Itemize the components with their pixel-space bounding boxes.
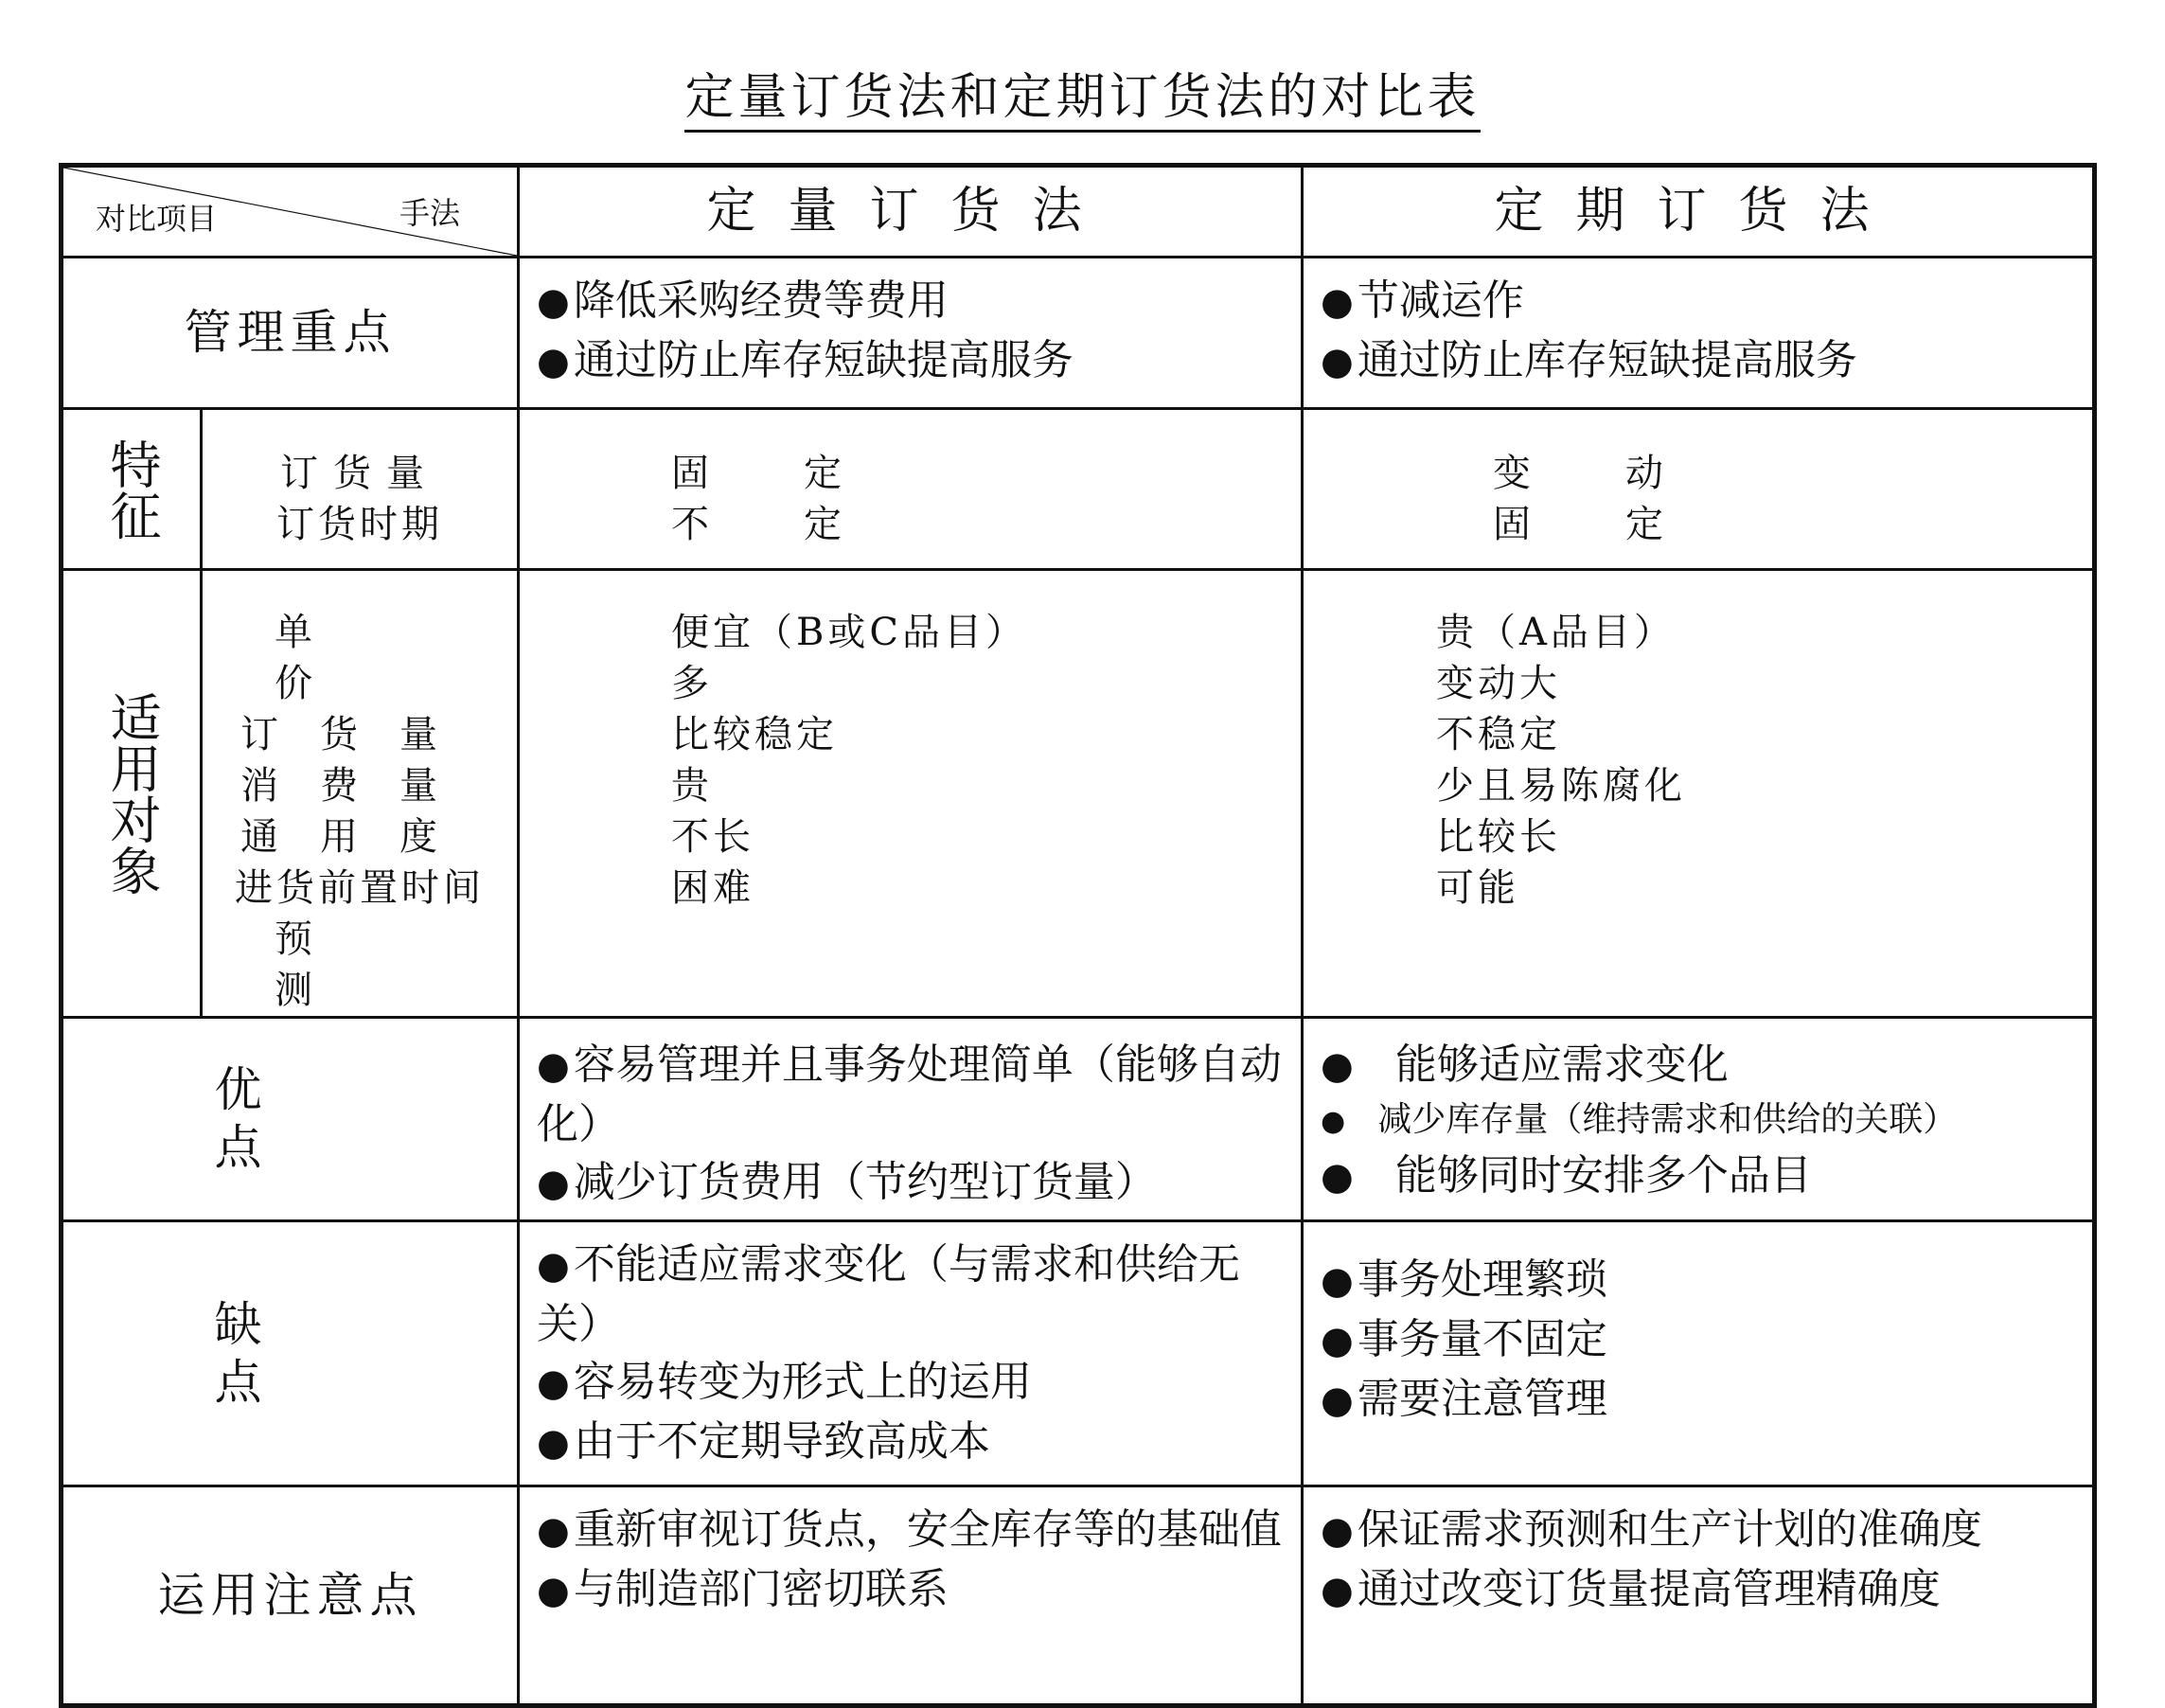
features-fixed-quantity xyxy=(519,409,1303,570)
bullet-icon: ● xyxy=(537,1162,570,1205)
list-item: ●需要注意管理 xyxy=(1321,1375,1607,1423)
page-title-text: 定量订货法和定期订货法的对比表 xyxy=(684,69,1480,133)
list-item: 贵 xyxy=(671,764,713,808)
disadvantages-fixed-period xyxy=(1303,1221,2095,1486)
bullet-icon: ● xyxy=(1321,340,1354,383)
bullet-icon: ● xyxy=(1321,280,1354,324)
row-focus xyxy=(62,258,2095,409)
list-item: ●由于不定期导致高成本 xyxy=(537,1417,990,1466)
list-item: 便宜（B或C品目） xyxy=(671,611,1027,654)
list-item: ●事务处理繁琐 xyxy=(1321,1255,1607,1304)
list-item: 订货量 xyxy=(280,452,439,495)
list-item: ● 减少库存量（维持需求和供给的关联） xyxy=(1321,1100,1958,1139)
applicable-fixed-period xyxy=(1303,570,2095,1018)
list-item: 困难 xyxy=(671,866,754,910)
applicable-items xyxy=(202,570,519,1018)
advantages-fixed-quantity xyxy=(519,1018,1303,1221)
list-item: 固 定 xyxy=(1493,503,1692,546)
page-title xyxy=(0,57,2165,128)
bullet-icon: ● xyxy=(1321,1319,1354,1362)
list-item: 少且易陈腐化 xyxy=(1436,764,1686,808)
list-item: 多 xyxy=(671,662,713,705)
bullet-icon: ● xyxy=(1321,1509,1354,1553)
list-item: ● 能够同时安排多个品目 xyxy=(1321,1151,1812,1200)
list-item: 不稳定 xyxy=(1436,713,1561,756)
features-label: 特征 xyxy=(102,437,162,541)
bullet-icon: ● xyxy=(537,1509,570,1553)
features-items xyxy=(202,409,519,570)
list-item: ●通过防止库存短缺提高服务 xyxy=(537,336,1074,384)
list-item: 订货时期 xyxy=(276,503,443,546)
row-head-disadvantages: 缺 点 xyxy=(62,1221,519,1486)
list-item: ●保证需求预测和生产计划的准确度 xyxy=(1321,1505,1982,1554)
list-item: 比较长 xyxy=(1436,815,1561,859)
list-item: 变 动 xyxy=(1493,452,1692,495)
list-item: 变动大 xyxy=(1436,662,1561,705)
list-item: 贵（A品目） xyxy=(1436,611,1676,654)
row-head-focus: 管理重点 xyxy=(62,258,519,409)
list-item: ●容易管理并且事务处理简单（能够自动化） xyxy=(537,1041,1282,1148)
bullet-icon: ● xyxy=(537,1044,570,1088)
list-item: 不长 xyxy=(671,815,754,859)
bullet-icon: ● xyxy=(1321,1044,1392,1088)
list-item: ●不能适应需求变化（与需求和供给无关） xyxy=(537,1240,1240,1348)
list-item: 不 定 xyxy=(671,503,870,546)
bullet-icon: ● xyxy=(537,1361,570,1405)
applicable-fixed-quantity xyxy=(519,570,1303,1018)
list-item: ●通过改变订货量提高管理精确度 xyxy=(1321,1565,1941,1613)
bullet-icon: ● xyxy=(537,340,570,383)
bullet-icon: ● xyxy=(1321,1105,1375,1138)
list-item: ●与制造部门密切联系 xyxy=(537,1565,949,1613)
row-head-applicable xyxy=(62,570,202,1018)
bullet-icon: ● xyxy=(537,1569,570,1612)
col-head-fixed-quantity: 定量订货法 xyxy=(519,166,1303,258)
focus-fixed-period xyxy=(1303,258,2095,409)
row-disadvantages xyxy=(62,1221,2095,1486)
list-item: ●减少订货费用（节约型订货量） xyxy=(537,1158,1157,1206)
list-item: 进货前置时间 xyxy=(235,866,485,910)
corner-cell xyxy=(62,166,519,258)
bullet-icon: ● xyxy=(1321,1155,1392,1199)
corner-method-label: 手法 xyxy=(399,195,460,231)
list-item: ●容易转变为形式上的运用 xyxy=(537,1358,1032,1406)
list-item: ● 能够适应需求变化 xyxy=(1321,1041,1729,1089)
bullet-icon: ● xyxy=(537,1244,570,1288)
row-features xyxy=(62,409,2095,570)
list-item: ●节减运作 xyxy=(1321,276,1524,325)
header-row xyxy=(62,166,2095,258)
notes-fixed-quantity xyxy=(519,1486,1303,1706)
focus-fixed-quantity xyxy=(519,258,1303,409)
disadvantages-fixed-quantity xyxy=(519,1221,1303,1486)
comparison-table xyxy=(59,163,2097,1708)
row-head-features xyxy=(62,409,202,570)
list-item: 预测 xyxy=(275,917,445,1012)
features-fixed-period xyxy=(1303,409,2095,570)
notes-fixed-period xyxy=(1303,1486,2095,1706)
list-item: 订货量 xyxy=(240,713,479,756)
list-item: ●降低采购经费等费用 xyxy=(537,276,949,325)
corner-item-label: 对比项目 xyxy=(96,201,218,237)
list-item: 比较稳定 xyxy=(671,713,838,756)
bullet-icon: ● xyxy=(537,1421,570,1465)
row-notes xyxy=(62,1486,2095,1706)
applicable-label: 适用对象 xyxy=(102,691,162,896)
list-item: 固 定 xyxy=(671,452,870,495)
list-item: ●重新审视订货点，安全库存等的基础值 xyxy=(537,1505,1282,1554)
bullet-icon: ● xyxy=(1321,1379,1354,1422)
bullet-icon: ● xyxy=(1321,1259,1354,1303)
row-head-notes: 运用注意点 xyxy=(62,1486,519,1706)
bullet-icon: ● xyxy=(1321,1569,1354,1612)
advantages-fixed-period xyxy=(1303,1018,2095,1221)
col-head-fixed-period: 定期订货法 xyxy=(1303,166,2095,258)
list-item: ●事务量不固定 xyxy=(1321,1315,1607,1363)
row-advantages xyxy=(62,1018,2095,1221)
bullet-icon: ● xyxy=(537,280,570,324)
list-item: 可能 xyxy=(1436,866,1519,910)
row-head-advantages: 优 点 xyxy=(62,1018,519,1221)
list-item: 通用度 xyxy=(240,815,479,859)
list-item: 消费量 xyxy=(240,764,479,808)
list-item: 单价 xyxy=(275,611,445,705)
row-applicable xyxy=(62,570,2095,1018)
list-item: ●通过防止库存短缺提高服务 xyxy=(1321,336,1857,384)
